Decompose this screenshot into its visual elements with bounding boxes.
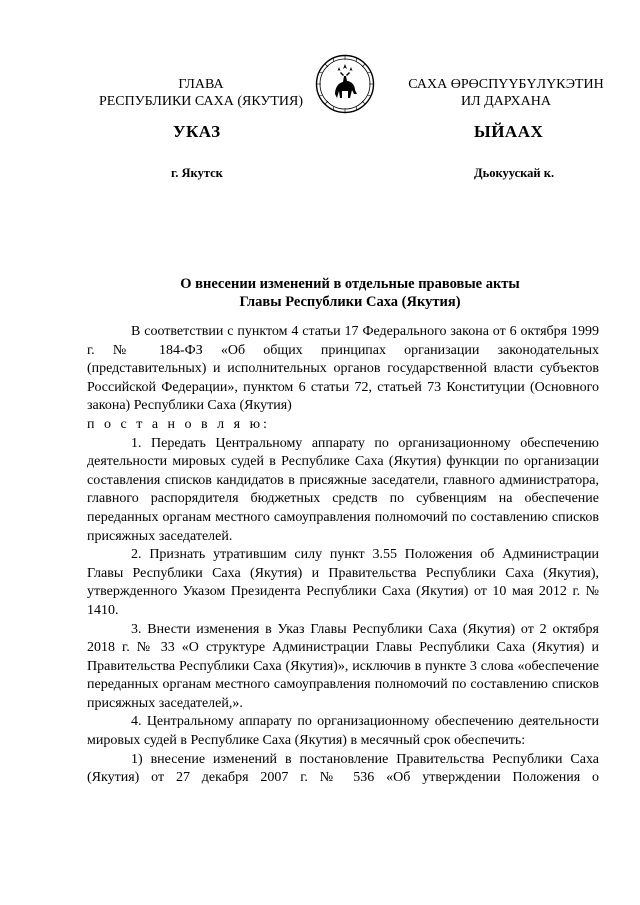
header-right-line-1: САХА ӨРӨСПҮҮБҮЛҮКЭТИН	[408, 77, 604, 92]
document-title	[100, 275, 600, 311]
header-left	[86, 76, 316, 110]
doc-type-russian: УКАЗ	[173, 122, 221, 141]
title-line-1: О внесении изменений в отдельные правовые акты	[180, 276, 520, 292]
paragraph-3: 3. Внести изменения в Указ Главы Республики Саха (Якутия) от 2 октября 2018 г. № 33 «О структуре Администрации Главы Республики Саха (Якутия) и Правительства Республики Саха (Якутия)», исключив в пункте 3 слова «обеспечение переданных органам местного самоуправления полномочий по составлению списков присяжных заседателей,».	[87, 621, 599, 711]
republic-sakha-emblem-icon	[315, 54, 375, 114]
city-russian: г. Якутск	[171, 166, 223, 180]
paragraph-decree: п о с т а н о в л я ю:	[87, 416, 270, 432]
doc-type-yakut: ЫЙААХ	[474, 122, 544, 141]
paragraph-4: 4. Центральному аппарату по организационному обеспечению деятельности мировых судей в Республике Саха (Якутия) в месячный срок обеспечить:	[87, 714, 599, 749]
paragraph-1: 1. Передать Центральному аппарату по организационному обеспечению деятельности мировых судей в Республике Саха (Якутия) функции по организации составления списков кандидатов в присяжные заседатели, главного администратора, главного распорядителя бюджетных средств по субвенциям на обеспечение переданных органам местного самоуправления полномочий по составлению списков присяжных заседателей.	[87, 435, 599, 544]
header-left-line-2: РЕСПУБЛИКИ САХА (ЯКУТИЯ)	[98, 94, 304, 109]
header-left-line-1: ГЛАВА	[178, 77, 224, 92]
paragraph-2: 2. Признать утратившим силу пункт 3.55 Положения об Администрации Главы Республики Саха (Якутия) и Правительства Республики Саха (Якутия), утвержденного Указом Президента Республики Саха (Якутия) от 10 мая 2012 г. № 1410.	[87, 547, 599, 618]
paragraph-intro: В соответствии с пунктом 4 статьи 17 Федерального закона от 6 октября 1999 г. № 184-ФЗ «Об общих принципах организации законодательных (представительных) и исполнительных органов государственной власти субъектов Российской Федерации», пунктом 6 статьи 72, статьей 73 Конституции (Основного закона) Республики Саха (Якутия)	[87, 324, 599, 414]
header-right-line-2: ИЛ ДАРХАНА	[460, 94, 551, 109]
paragraph-5: 1) внесение изменений в постановление Правительства Республики Саха (Якутия) от 27 декабря 2007 г. № 536 «Об утверждении Положения о	[87, 751, 599, 786]
city-yakut: Дьокуускай к.	[474, 166, 555, 180]
title-line-2: Главы Республики Саха (Якутия)	[239, 294, 461, 310]
document-body	[87, 323, 599, 788]
header-right	[396, 76, 616, 110]
